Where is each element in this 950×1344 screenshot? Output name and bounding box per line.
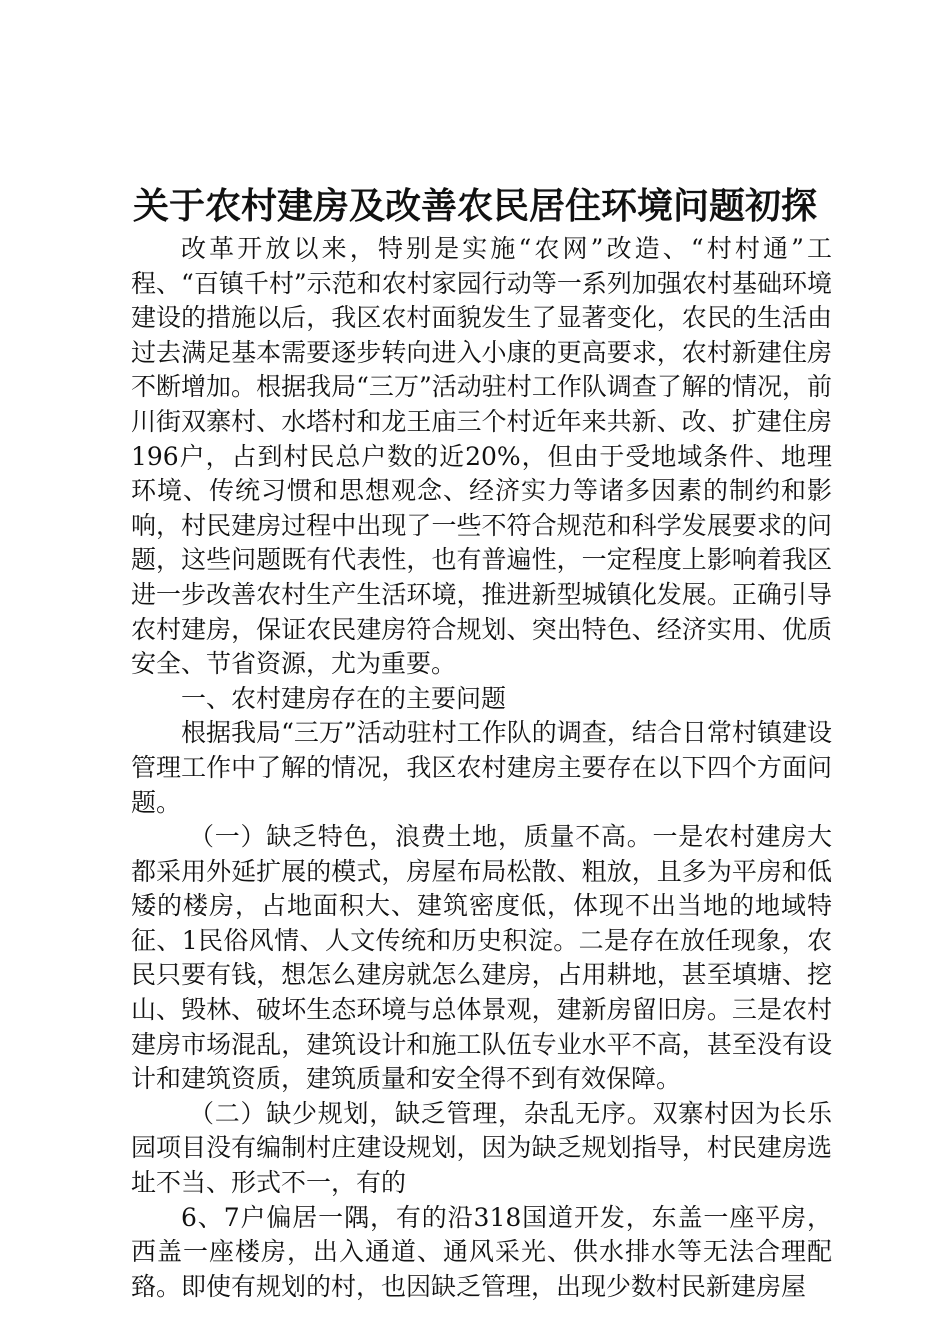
document-title: 关于农村建房及改善农民居住环境问题初探	[132, 185, 817, 227]
document-body	[131, 232, 832, 1304]
paragraph-intro: 改革开放以来，特别是实施“农网”改造、“村村通”工程、“百镇千村”示范和农村家园行动等一系列加强农村基础环境建设的措施以后，我区农村面貌发生了显著变化，农民的生活由过去满足基本需要逐步转向进入小康的更高要求，农村新建住房不断增加。根据我局“三万”活动驻村工作队调查了解的情况，前川街双寨村、水塔村和龙王庙三个村近年来共新、改、扩建住房196户，占到村民总户数的近20%，但由于受地域条件、地理环境、传统习惯和思想观念、经济实力等诸多因素的制约和影响，村民建房过程中出现了一些不符合规范和科学发展要求的问题，这些问题既有代表性，也有普遍性，一定程度上影响着我区进一步改善农村生产生活环境，推进新型城镇化发展。正确引导农村建房，保证农民建房符合规划、突出特色、经济实用、优质安全、节省资源，尤为重要。	[131, 234, 832, 679]
paragraph-point-one: （一）缺乏特色，浪费土地，质量不高。一是农村建房大都采用外延扩展的模式，房屋布局松散、粗放，且多为平房和低矮的楼房，占地面积大、建筑密度低，体现不出当地的地域特征、1民俗风情、人文传统和历史积淀。二是存在放任现象，农民只要有钱，想怎么建房就怎么建房，占用耕地，甚至填塘、挖山、毁林、破坏生态环境与总体景观，建新房留旧房。三是农村建房市场混乱，建筑设计和施工队伍专业水平不高，甚至没有设计和建筑资质，建筑质量和安全得不到有效保障。	[131, 822, 832, 1094]
section-heading-problems: 一、农村建房存在的主要问题	[181, 683, 507, 713]
paragraph-point-two: （二）缺少规划，缺乏管理，杂乱无序。双寨村因为长乐园项目没有编制村庄建设规划，因为缺乏规划指导，村民建房选址不当、形式不一，有的	[131, 1098, 832, 1198]
paragraph-continuation: 6、7户偏居一隅，有的沿318国道开发，东盖一座平房，西盖一座楼房，出入通道、通风采光、供水排水等无法合理配臵。即使有规划的村，也因缺乏管理，出现少数村民新建房屋	[131, 1202, 832, 1301]
paragraph-survey: 根据我局“三万”活动驻村工作队的调查，结合日常村镇建设管理工作中了解的情况，我区农村建房主要存在以下四个方面问题。	[131, 718, 832, 817]
